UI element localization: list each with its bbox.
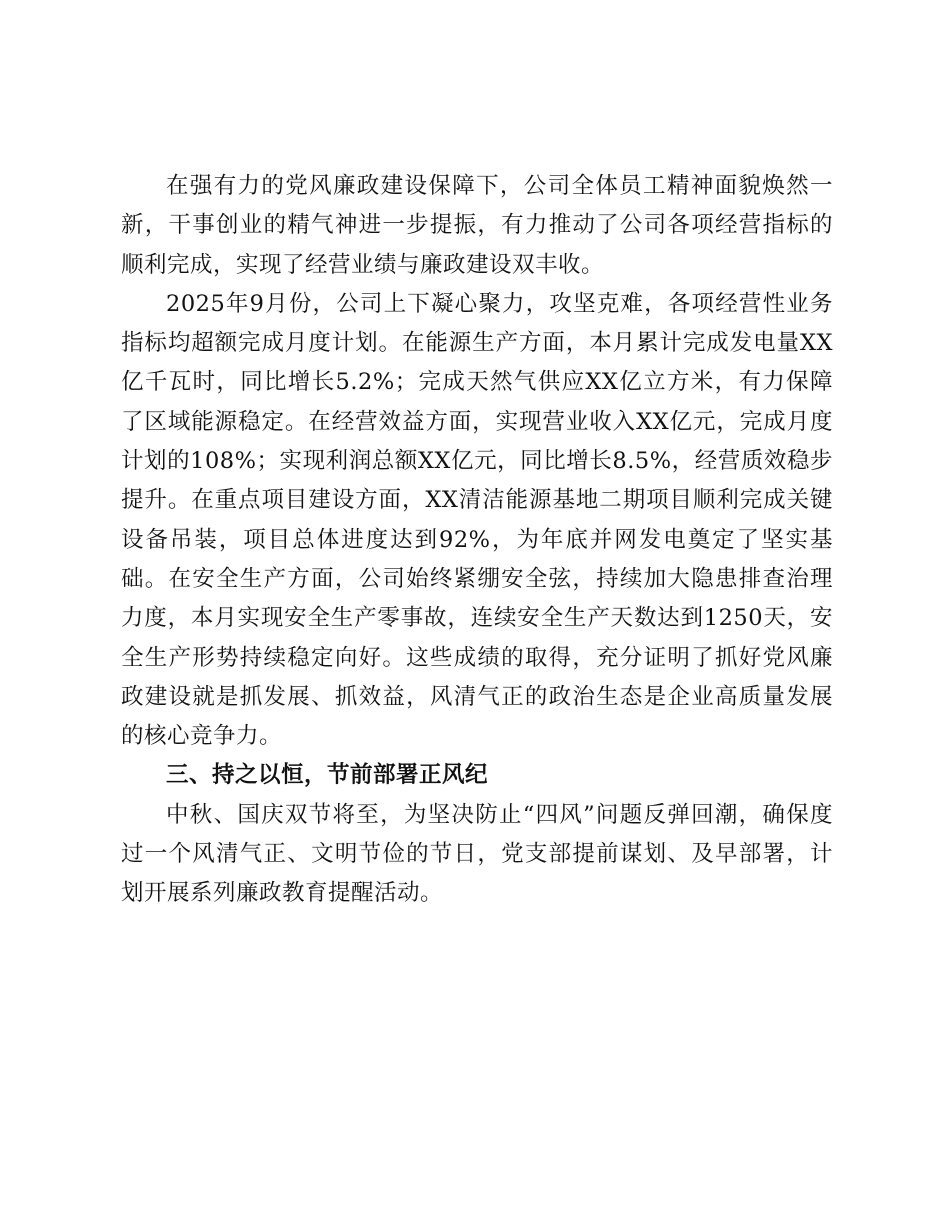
document-body	[121, 167, 833, 914]
paragraph-holiday-deployment: 中秋、国庆双节将至，为坚决防止“四风”问题反弹回潮，确保度过一个风清气正、文明节俭的节日，党支部提前谋划、及早部署，计划开展系列廉政教育提醒活动。	[121, 801, 833, 907]
section-heading: 三、持之以恒，节前部署正风纪	[166, 762, 489, 789]
paragraph-september-performance: 2025年9月份，公司上下凝心聚力，攻坚克难，各项经营性业务指标均超额完成月度计划。在能源生产方面，本月累计完成发电量XX亿千瓦时，同比增长5.2%；完成天然气供应XX亿立方米，有力保障了区域能源稳定。在经营效益方面，实现营业收入XX亿元，完成月度计划的108%；实现利润总额XX亿元，同比增长8.5%，经营质效稳步提升。在重点项目建设方面，XX清洁能源基地二期项目顺利完成关键设备吊装，项目总体进度达到92%，为年底并网发电奠定了坚实基础。在安全生产方面，公司始终紧绷安全弦，持续加大隐患排查治理力度，本月实现安全生产零事故，连续安全生产天数达到1250天，安全生产形势持续稳定向好。这些成绩的取得，充分证明了抓好党风廉政建设就是抓发展、抓效益，风清气正的政治生态是企业高质量发展的核心竞争力。	[121, 290, 833, 750]
paragraph-achievements-summary: 在强有力的党风廉政建设保障下，公司全体员工精神面貌焕然一新，干事创业的精气神进一步提振，有力推动了公司各项经营指标的顺利完成，实现了经营业绩与廉政建设双丰收。	[121, 173, 833, 278]
